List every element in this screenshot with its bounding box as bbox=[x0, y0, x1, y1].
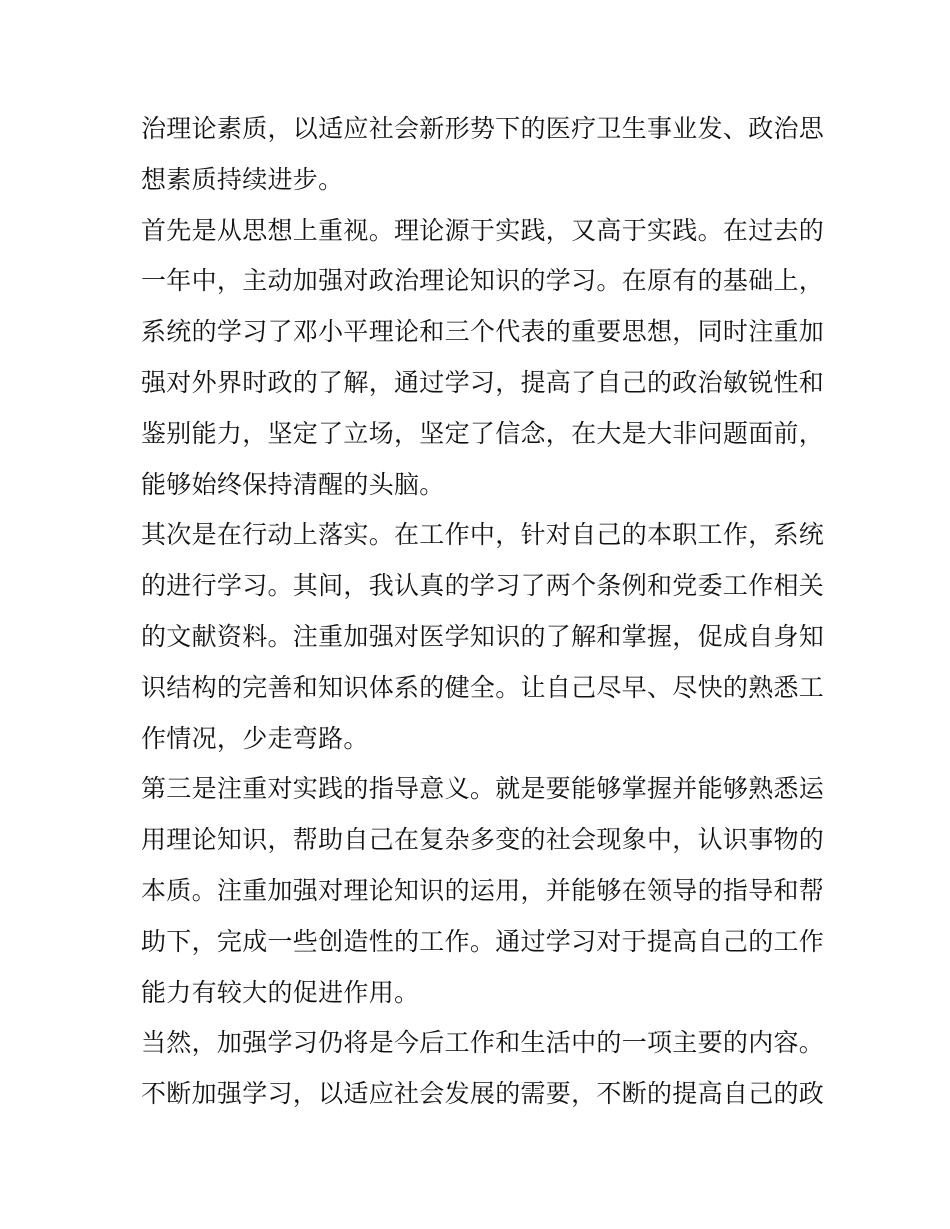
paragraph-action-implementation bbox=[141, 510, 825, 764]
text-line: 助下，完成一些创造性的工作。通过学习对于提高自己的工作 bbox=[141, 926, 825, 956]
text-line: 本质。注重加强对理论知识的运用，并能够在领导的指导和帮 bbox=[141, 875, 825, 905]
paragraph-practical-guidance bbox=[141, 764, 825, 1018]
text-line: 的进行学习。其间，我认真的学习了两个条例和党委工作相关 bbox=[141, 571, 825, 601]
text-line: 第三是注重对实践的指导意义。就是要能够掌握并能够熟悉运 bbox=[141, 774, 825, 804]
paragraph-ideological-emphasis bbox=[141, 206, 825, 511]
paragraph-conclusion bbox=[141, 1018, 825, 1120]
paragraph-continuation bbox=[141, 104, 825, 206]
text-line: 能力有较大的促进作用。 bbox=[141, 977, 420, 1007]
text-line: 想素质持续进步。 bbox=[141, 164, 344, 194]
text-line: 系统的学习了邓小平理论和三个代表的重要思想，同时注重加 bbox=[141, 317, 825, 347]
text-line: 用理论知识，帮助自己在复杂多变的社会现象中，认识事物的 bbox=[141, 825, 825, 855]
text-line: 作情况，少走弯路。 bbox=[141, 723, 369, 753]
text-line: 当然，加强学习仍将是今后工作和生活中的一项主要的内容。 bbox=[141, 1028, 825, 1058]
document-body bbox=[141, 104, 825, 1120]
text-line: 鉴别能力，坚定了立场，坚定了信念，在大是大非问题面前， bbox=[141, 418, 825, 448]
text-line: 一年中，主动加强对政治理论知识的学习。在原有的基础上， bbox=[141, 266, 825, 296]
text-line: 不断加强学习，以适应社会发展的需要，不断的提高自己的政 bbox=[141, 1079, 825, 1109]
text-line: 的文献资料。注重加强对医学知识的了解和掌握，促成自身知 bbox=[141, 621, 825, 651]
text-line: 识结构的完善和知识体系的健全。让自己尽早、尽快的熟悉工 bbox=[141, 672, 825, 702]
text-line: 强对外界时政的了解，通过学习，提高了自己的政治敏锐性和 bbox=[141, 367, 825, 397]
text-line: 能够始终保持清醒的头脑。 bbox=[141, 469, 445, 499]
text-line: 首先是从思想上重视。理论源于实践，又高于实践。在过去的 bbox=[141, 215, 825, 245]
text-line: 治理论素质，以适应社会新形势下的医疗卫生事业发、政治思 bbox=[141, 114, 825, 143]
text-line: 其次是在行动上落实。在工作中，针对自己的本职工作，系统 bbox=[141, 520, 825, 550]
